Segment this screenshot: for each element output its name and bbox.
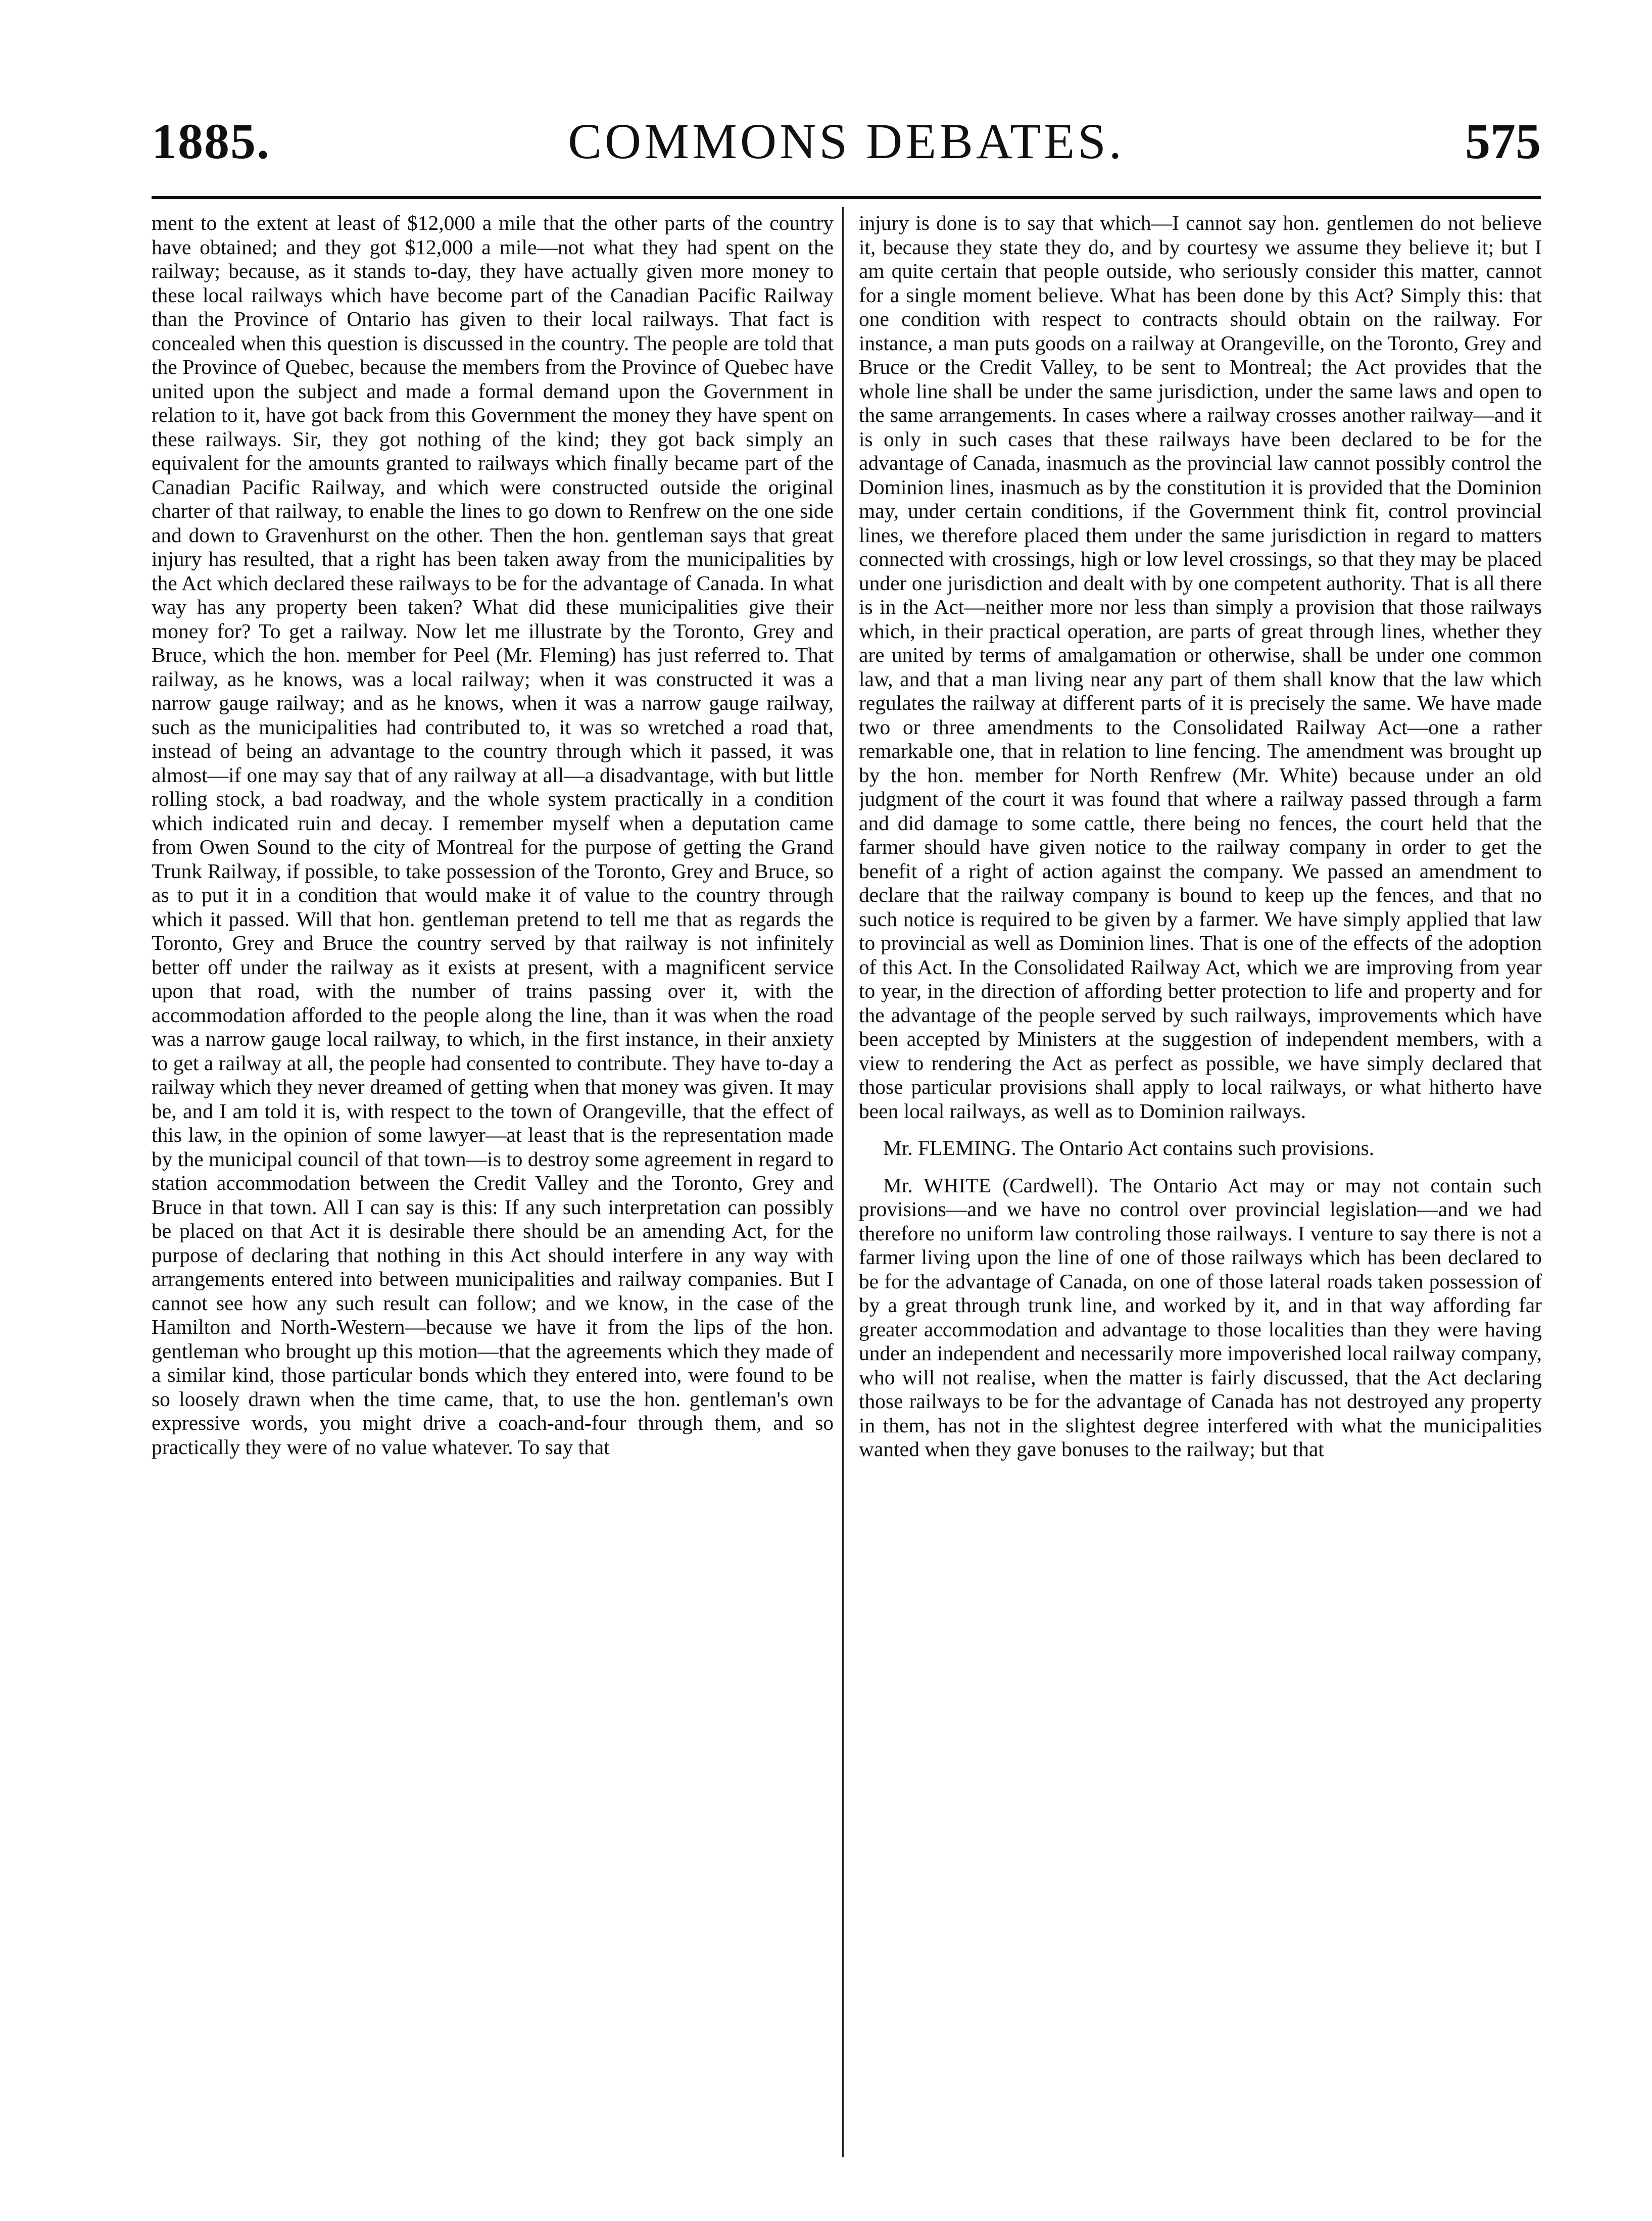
speaker-paragraph-fleming: Mr. FLEMING. The Ontario Act contains such provisions. [883,1136,1375,1160]
left-column-text: ment to the extent at least of $12,000 a mile that the other parts of the country have obtained; and they got $12,000 a mile—not what they had spent on the railway; because, as it stands to-day, they have actually given more money to these local railways which have become part of the Canadian Pacific Railway than the Province of Ontario has given to their local railways. That fact is concealed when this question is discussed in the country. The people are told that the Province of Quebec, because the members from the Province of Quebec have united upon the subject and made a formal demand upon the Government in relation to it, have got back from this Government the money they have spent on these railways. Sir, they got nothing of the kind; they got back simply an equivalent for the amounts granted to railways which finally became part of the Canadian Pacific Railway, and which were constructed outside the original charter of that railway, to enable the lines to go down to Renfrew on the one side and down to Gravenhurst on the other. Then the hon. gentleman says that great injury has resulted, that a right has been taken away from the municipalities by the Act which declared these railways to be for the advantage of Canada. In what way has any property been taken? What did these municipalities give their money for? To get a railway. Now let me illustrate by the Toronto, Grey and Bruce, which the hon. member for Peel (Mr. Fleming) has just referred to. That railway, as he knows, was a local railway; when it was constructed it was a narrow gauge railway; and as he knows, when it was a narrow gauge railway, such as the municipalities had contributed to, it was so wretched a road that, instead of being an advantage to the country through which it passed, it was almost—if one may say that of any railway at all—a disadvantage, with but little rolling stock, a bad roadway, and the whole system practically in a condition which indicated ruin and decay. I remember myself when a deputation came from Owen Sound to the city of Montreal for the purpose of getting the Grand Trunk Railway, if possible, to take possession of the Toronto, Grey and Bruce, so as to put it in a condition that would make it of value to the country through which it passed. Will that hon. gentleman pretend to tell me that as regards the Toronto, Grey and Bruce the country served by that railway is not infinitely better off under the railway as it exists at present, with a magnificent service upon that road, with the number of trains passing over it, with the accommodation afforded to the people along the line, than it was when the road was a narrow gauge local railway, to which, in the first instance, in their anxiety to get a railway at all, the people had consented to contribute. They have to-day a railway which they never dreamed of getting when that money was given. It may be, and I am told it is, with respect to the town of Orangeville, that the effect of this law, in the opinion of some lawyer—at least that is the representation made by the municipal council of that town—is to destroy some agreement in regard to station accommodation between the Credit Valley and the Toronto, Grey and Bruce in that town. All I can say is this: If any such interpretation can possibly be placed on that Act it is desirable there should be an amending Act, for the purpose of declaring that nothing in this Act should interfere in any way with arrangements entered into between municipalities and railway companies. But I cannot see how any such result can follow; and we know, in the case of the Hamilton and North-Western—because we have it from the lips of the hon. gentleman who brought up this motion—that the agreements which they made of a similar kind, those particular bonds which they entered into, were found to be so loosely drawn when the time came, that, to use the hon. gentleman's own expressive words, you might drive a coach-and-four through them, and so practically they were of no value whatever. To say that [152,211,834,1459]
speaker-paragraph-white: Mr. WHITE (Cardwell). The Ontario Act may or may not contain such provisions—and we have no control over provincial legislation—and we had therefore no uniform law controling those railways. I venture to say there is not a farmer living upon the line of one of those railways which has been declared to be for the advantage of Canada, on one of those lateral roads taken possession of by a great through trunk line, and worked by it, and in that way affording far greater accommodation and advantage to those localities than they were having under an independent and necessarily more impoverished local railway company, who will not realise, when the matter is fairly discussed, that the Act declaring those railways to be for the advantage of Canada has not destroyed any property in them, has not in the slightest degree interfered with what the municipalities wanted when they gave bonuses to the railway; but that [859,1173,1542,1461]
header-rule [152,196,1541,199]
page-number: 575 [1465,113,1541,169]
header-year: 1885. [152,113,270,169]
left-column [152,211,834,2161]
right-column-paragraph: injury is done is to say that which—I cannot say hon. gentlemen do not believe it, because they state they do, and by courtesy we assume they believe it; but I am quite certain that people outside, who seriously consider this matter, cannot for a single moment believe. What has been done by this Act? Simply this: that one condition with respect to contracts should obtain on the railway. For instance, a man puts goods on a railway at Orangeville, on the Toronto, Grey and Bruce or the Credit Valley, to be sent to Montreal; the Act provides that the whole line shall be under the same jurisdiction, under the same laws and open to the same arrangements. In cases where a railway crosses another railway—and it is only in such cases that these railways have been declared to be for the advantage of Canada, inasmuch as the provincial law cannot possibly control the Dominion lines, inasmuch as by the constitution it is provided that the Dominion may, under certain conditions, if the Government think fit, control provincial lines, we therefore placed them under the same jurisdiction in regard to matters connected with crossings, high or low level crossings, so that they may be placed under one jurisdiction and dealt with by one competent authority. That is all there is in the Act—neither more nor less than simply a provision that those railways which, in their practical operation, are parts of great through lines, whether they are united by terms of amalgamation or otherwise, shall be under one common law, and that a man living near any part of them shall know that the law which regulates the railway at different parts of it is precisely the same. We have made two or three amendments to the Consolidated Railway Act—one a rather remarkable one, that in relation to line fencing. The amendment was brought up by the hon. member for North Renfrew (Mr. White) because under an old judgment of the court it was found that where a railway passed through a farm and did damage to some cattle, there being no fences, the court held that the farmer should have given notice to the railway company in order to get the benefit of a right of action against the company. We passed an amendment to declare that the railway company is bound to keep up the fences, and that no such notice is required to be given by a farmer. We have simply applied that law to provincial as well as Dominion lines. That is one of the effects of the adoption of this Act. In the Consolidated Railway Act, which we are improving from year to year, in the direction of affording better protection to life and property and for the advantage of the people served by such railways, improvements which have been accepted by Ministers at the suggestion of independent members, with a view to rendering the Act as perfect as possible, we have simply declared that those particular provisions shall apply to local railways, or what hitherto have been local railways, as well as to Dominion railways. [859,211,1542,1123]
header-title: COMMONS DEBATES. [568,113,1125,169]
page-header [152,112,1541,178]
column-divider [842,207,844,2157]
right-column [859,211,1542,2161]
